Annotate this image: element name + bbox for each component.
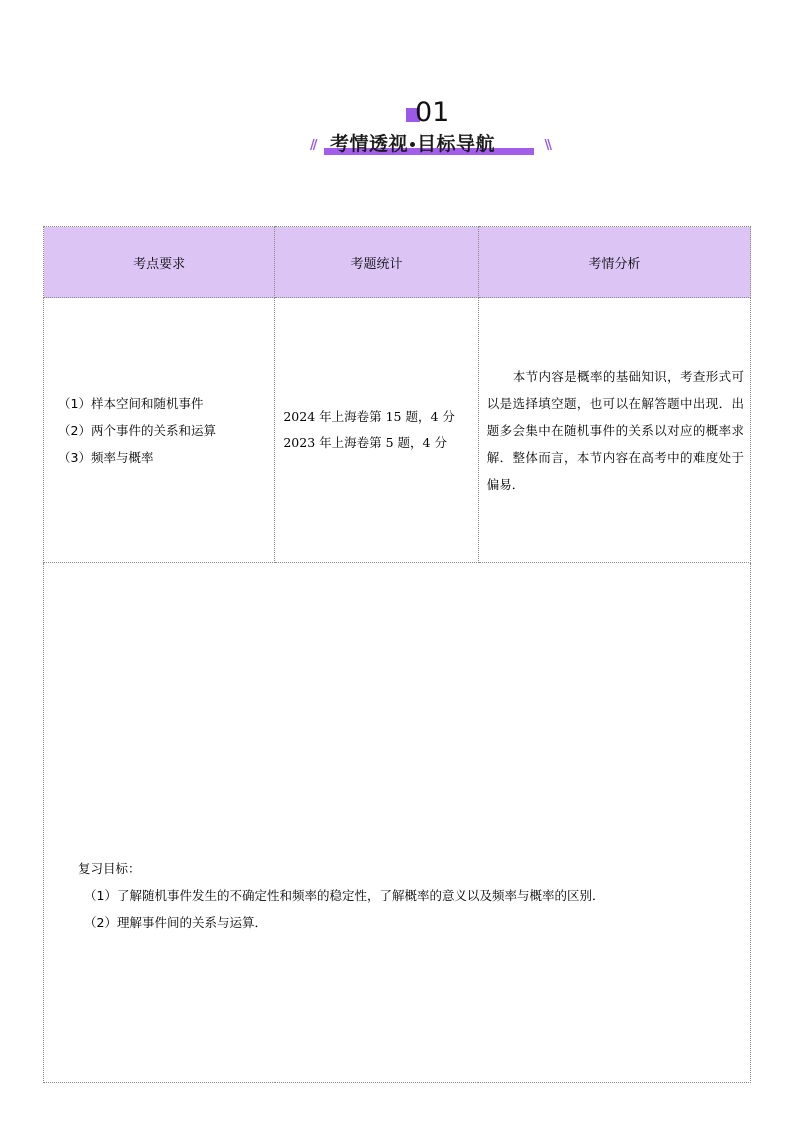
- requirements-cell: [44, 298, 275, 563]
- section-number: 01: [415, 97, 450, 128]
- header-requirements: 考点要求: [44, 227, 275, 298]
- analysis-cell: 本节内容是概率的基础知识，考查形式可以是选择填空题，也可以在解答题中出现．出题多会集中在随机事件的关系以对应的概率求解．整体而言，本节内容在高考中的难度处于偏易．: [478, 298, 750, 563]
- statistic-item: 2023 年上海卷第 5 题，4 分: [283, 435, 447, 450]
- table-header-row: [44, 227, 751, 298]
- section-number-badge: [406, 97, 450, 128]
- table-content-row: [44, 298, 751, 563]
- review-goals-label: 复习目标：: [78, 861, 141, 876]
- review-goals-row: [44, 563, 751, 1083]
- title-part-left: 考情透视: [330, 133, 409, 155]
- section-title-banner: [310, 130, 550, 160]
- review-goals-cell: [44, 563, 751, 1083]
- title-part-right: 目标导航: [417, 133, 496, 155]
- header-analysis: 考情分析: [478, 227, 750, 298]
- header-statistics: 考题统计: [275, 227, 478, 298]
- section-title: [330, 129, 495, 156]
- section-heading: [0, 92, 794, 162]
- statistic-item: 2024 年上海卷第 15 题，4 分: [283, 409, 455, 424]
- right-slash-decoration: \\: [544, 138, 550, 153]
- title-separator-dot: [410, 142, 415, 147]
- review-goal-item: （1）了解随机事件发生的不确定性和频率的稳定性，了解概率的意义以及频率与概率的区别．: [84, 888, 605, 903]
- left-slash-decoration: //: [310, 138, 316, 153]
- statistics-cell: [275, 298, 478, 563]
- exam-analysis-table: [43, 226, 751, 1083]
- requirement-item: （1）样本空间和随机事件: [58, 395, 204, 411]
- review-goal-item: （2）理解事件间的关系与运算．: [84, 915, 267, 930]
- requirement-item: （2）两个事件的关系和运算: [58, 422, 216, 438]
- requirement-item: （3）频率与概率: [58, 449, 154, 465]
